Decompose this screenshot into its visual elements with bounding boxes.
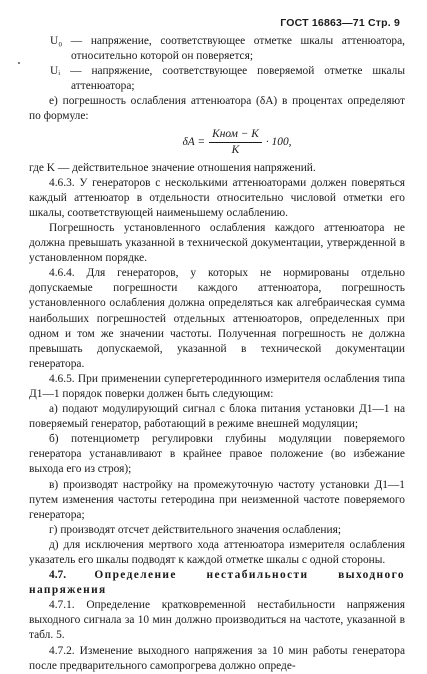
list-item-a: а) подают модулирующий сигнал с блока питания установки Д1—1 на поверяемый генератор, работающий в режиме внешней модуляции;	[29, 403, 405, 431]
formula-fraction	[209, 128, 262, 157]
item-e: е) погрешность ослабления аттенюатора (δA) в процентах определяют по формуле:	[29, 95, 405, 123]
formula-lhs: δA =	[182, 136, 206, 149]
paragraph-4-6-3: 4.6.3. У генераторов с несколькими аттенюаторами должен поверяться каждый аттенюатор в отдельности относительно числовой отметки его шкалы, соответствующей наименьшему ослаблению.	[29, 176, 405, 219]
paragraph-4-6-4: 4.6.4. Для генераторов, у которых не нормированы отдельно допускаемые погрешности каждого аттенюатора, погрешность установленного ослабления должна определяться как алгебраическая сумма наибольших погрешностей отдельных аттенюаторов, определенных при одном и том же значении частоты. Полученная погрешность не должна превышать допускаемой, указанной в технической документации генератора.	[29, 267, 405, 370]
formula-numerator: Kном − K	[209, 128, 262, 143]
paragraph-4-7-2: 4.7.2. Изменение выходного напряжения за 10 мин работы генератора после предварительного самопрогрева должно опреде-	[29, 644, 405, 672]
formula-rhs: · 100,	[265, 136, 292, 149]
list-item-g: г) производят отсчет действительного значения ослабления;	[49, 523, 341, 536]
definition-u0: U₀ — напряжение, соответствующее отметке шкалы аттенюатора, относительно которой он поверяется;	[50, 35, 405, 63]
list-item-b: б) потенциометр регулировки глубины модуляции поверяемого генератора устанавливают в крайнее правое положение (во избежание выхода его из строя);	[29, 433, 405, 476]
where-clause: где K — действительное значение отношения напряжений.	[29, 161, 316, 174]
list-item-v: в) производят настройку на промежуточную частоту установки Д1—1 путем изменения частоты гетеродина при неизменной частоте поверяемого генератора;	[29, 478, 405, 521]
print-speck	[18, 62, 20, 64]
section-number: 4.7.	[49, 569, 67, 582]
page-body	[29, 34, 405, 674]
error-formula	[69, 126, 405, 160]
page-header: ГОСТ 16863—71 Стр. 9	[280, 17, 400, 29]
section-heading-4-7	[29, 568, 405, 598]
section-title: Определение нестабильности выходного напряжения	[29, 569, 405, 597]
definition-ui: Uᵢ — напряжение, соответствующее поверяемой отметке шкалы аттенюатора;	[50, 65, 405, 93]
formula-denominator: K	[231, 144, 240, 157]
list-item-d: д) для исключения мертвого хода аттенюатора измерителя ослабления указатель его шкалы подводят к каждой отметке шкалы с одной стороны.	[29, 538, 405, 566]
paragraph-4-6-5: 4.6.5. При применении супергетеродинного измерителя ослабления типа Д1—1 порядок поверки должен быть следующим:	[29, 372, 405, 400]
paragraph-4-6-3-b: Погрешность установленного ослабления каждого аттенюатора не должна превышать указанной в технической документации, утвержденной в установленном порядке.	[29, 221, 405, 265]
paragraph-4-7-1: 4.7.1. Определение кратковременной нестабильности напряжения выходного сигнала за 10 мин должно производиться на частоте, указанной в табл. 5.	[29, 599, 405, 642]
